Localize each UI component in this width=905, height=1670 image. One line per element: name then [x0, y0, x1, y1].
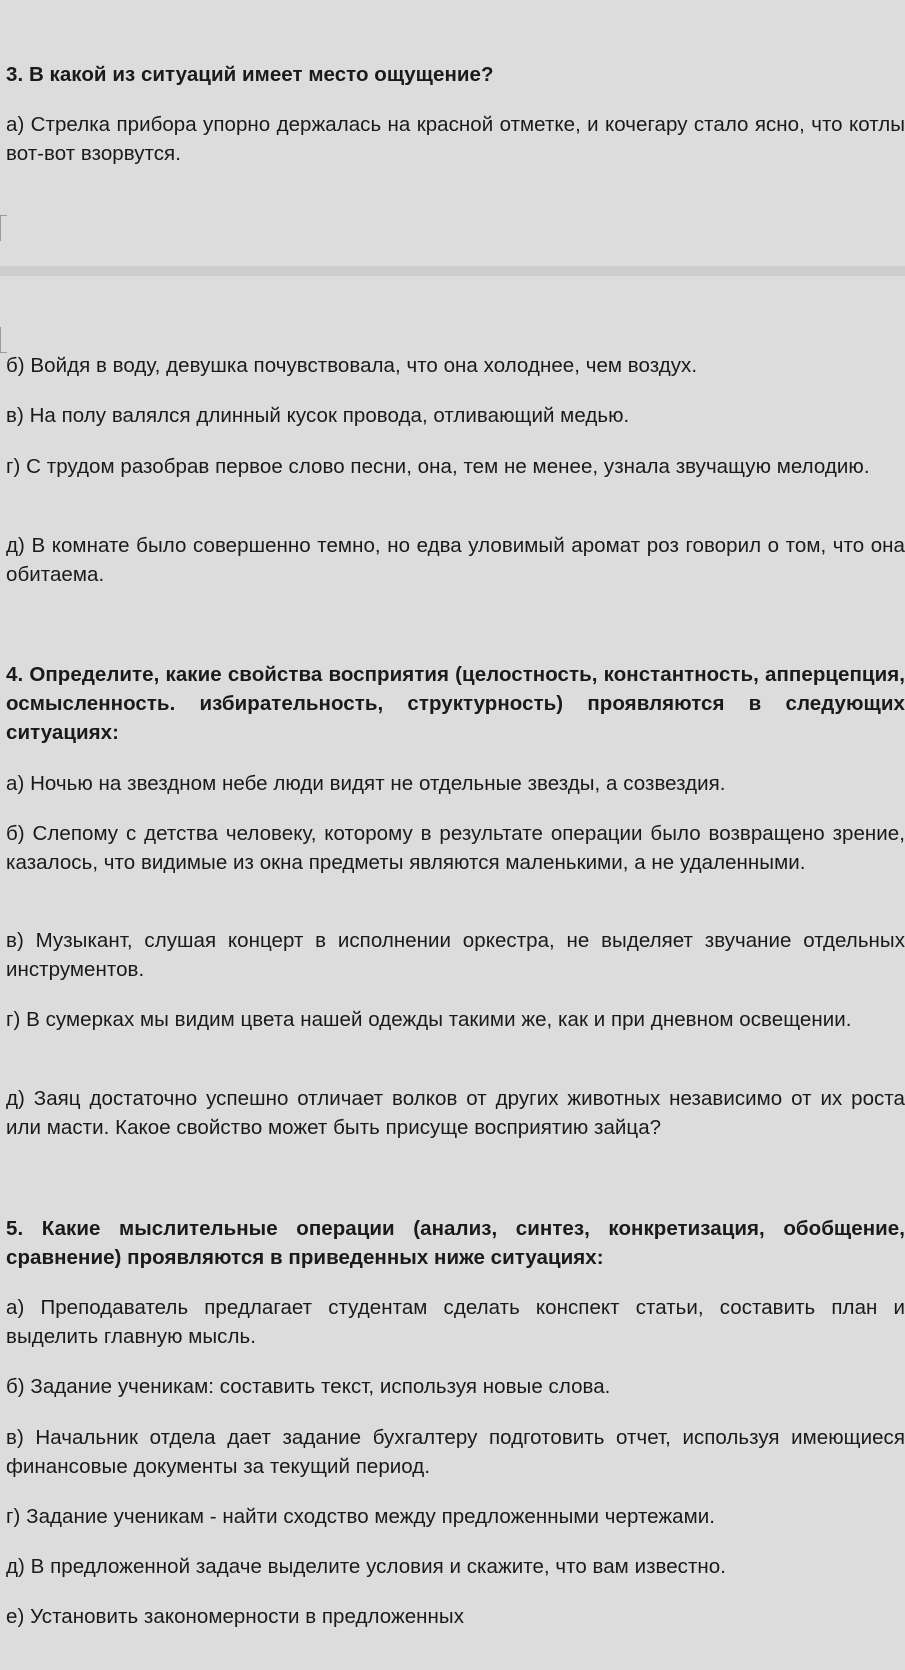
question-4-option-b: б) Слепому с детства человеку, которому в результате операции было возвращено зрение, казалось, что видимые из окна предметы являются маленькими, а не удаленными.: [6, 822, 905, 874]
page-corner-mark: [0, 327, 7, 353]
question-5-option-e: д) В предложенной задаче выделите условия и скажите, что вам известно.: [6, 1555, 726, 1578]
question-5-option-b: б) Задание ученикам: составить текст, используя новые слова.: [6, 1375, 611, 1398]
question-4-title: 4. Определите, какие свойства восприятия (целостность, константность, апперцепция, осмысленность. избирательность, структурность) проявляются в следующих ситуациях:: [6, 663, 905, 744]
question-5-option-d: г) Задание ученикам - найти сходство между предложенными чертежами.: [6, 1505, 715, 1528]
question-3-title: 3. В какой из ситуаций имеет место ощущение?: [6, 63, 494, 86]
question-4-option-a: а) Ночью на звездном небе люди видят не отдельные звезды, а созвездия.: [6, 772, 726, 795]
question-3-option-c: в) На полу валялся длинный кусок провода, отливающий медью.: [6, 404, 630, 427]
question-5-option-a: а) Преподаватель предлагает студентам сделать конспект статьи, составить план и выделить главную мысль.: [6, 1296, 905, 1348]
question-3-option-a: а) Стрелка прибора упорно держалась на красной отметке, и кочегару стало ясно, что котлы вот-вот взорвутся.: [6, 113, 905, 165]
document-page-2: [0, 276, 905, 1670]
page-corner-mark: [0, 215, 7, 241]
question-3-option-b: б) Войдя в воду, девушка почувствовала, что она холоднее, чем воздух.: [6, 354, 698, 377]
question-4-option-d: г) В сумерках мы видим цвета нашей одежды такими же, как и при дневном освещении.: [6, 1008, 852, 1031]
question-5-option-f: е) Установить закономерности в предложенных: [6, 1605, 464, 1628]
question-4-option-c: в) Музыкант, слушая концерт в исполнении оркестра, не выделяет звучание отдельных инструментов.: [6, 929, 905, 981]
question-3-option-d: г) С трудом разобрав первое слово песни, она, тем не менее, узнала звучащую мелодию.: [6, 455, 870, 478]
question-3-option-e: д) В комнате было совершенно темно, но едва уловимый аромат роз говорил о том, что она обитаема.: [6, 534, 905, 586]
question-5-title: 5. Какие мыслительные операции (анализ, синтез, конкретизация, обобщение, сравнение) проявляются в приведенных ниже ситуациях:: [6, 1217, 905, 1269]
question-5-option-c: в) Начальник отдела дает задание бухгалтеру подготовить отчет, используя имеющиеся финансовые документы за текущий период.: [6, 1426, 905, 1478]
question-4-option-e: д) Заяц достаточно успешно отличает волков от других животных независимо от их роста или масти. Какое свойство может быть присуще восприятию зайца?: [6, 1087, 905, 1139]
page-break: [0, 266, 905, 276]
document-page-1: [0, 0, 905, 266]
